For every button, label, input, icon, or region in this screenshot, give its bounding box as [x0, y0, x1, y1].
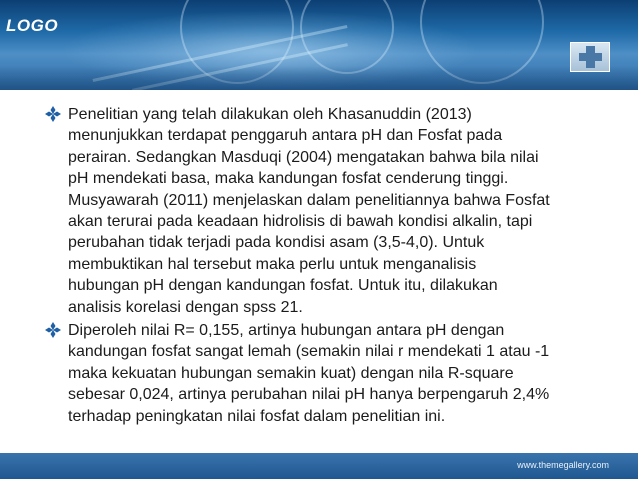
footer-url: www.themegallery.com	[517, 460, 609, 470]
text-line: hubungan pH dengan kandungan fosfat. Untuk itu, dilakukan	[68, 277, 498, 295]
diamond-bullet-icon	[44, 105, 62, 123]
header-banner	[0, 0, 638, 90]
bullet-item	[44, 320, 604, 427]
text-line: Penelitian yang telah dilakukan oleh Khasanuddin (2013)	[68, 106, 472, 123]
text-line: sebesar 0,024, artinya perubahan nilai pH hanya berpengaruh 2,4%	[68, 386, 550, 404]
slide-content	[44, 104, 604, 427]
text-line: perairan. Sedangkan Masduqi (2004) mengatakan bahwa bila nilai	[68, 148, 539, 166]
logo: LOGO	[6, 16, 59, 35]
text-line: membuktikan hal tersebut maka perlu untuk menganalisis	[68, 255, 477, 273]
text-line: analisis korelasi dengan spss 21.	[68, 298, 303, 316]
diamond-bullet-icon	[44, 321, 62, 339]
header-shade	[0, 66, 638, 90]
text-line: maka kekuatan hubungan semakin kuat) dengan nila R-square	[68, 364, 514, 382]
text-line: Musyawarah (2011) menjelaskan dalam penelitiannya bahwa Fosfat	[68, 191, 550, 209]
medical-cross-icon	[570, 42, 610, 72]
text-line: akan terurai pada keadaan hidrolisis di bawah kondisi alkalin, tapi	[68, 213, 533, 231]
text-line: Diperoleh nilai R= 0,155, artinya hubungan antara pH dengan	[68, 322, 505, 340]
footer-bar	[0, 453, 638, 479]
text-line: pH mendekati basa, maka kandungan fosfat cenderung tinggi.	[68, 170, 509, 188]
text-line: kandungan fosfat sangat lemah (semakin nilai r mendekati 1 atau -1	[68, 343, 550, 361]
text-line: perubahan tidak terjadi pada kondisi asam (3,5-4,0). Untuk	[68, 234, 485, 252]
text-line: menunjukkan terdapat penggaruh antara pH dan Fosfat pada	[68, 127, 503, 145]
text-line: terhadap peningkatan nilai fosfat dalam penelitian ini.	[68, 407, 446, 425]
bullet-item	[44, 104, 604, 318]
